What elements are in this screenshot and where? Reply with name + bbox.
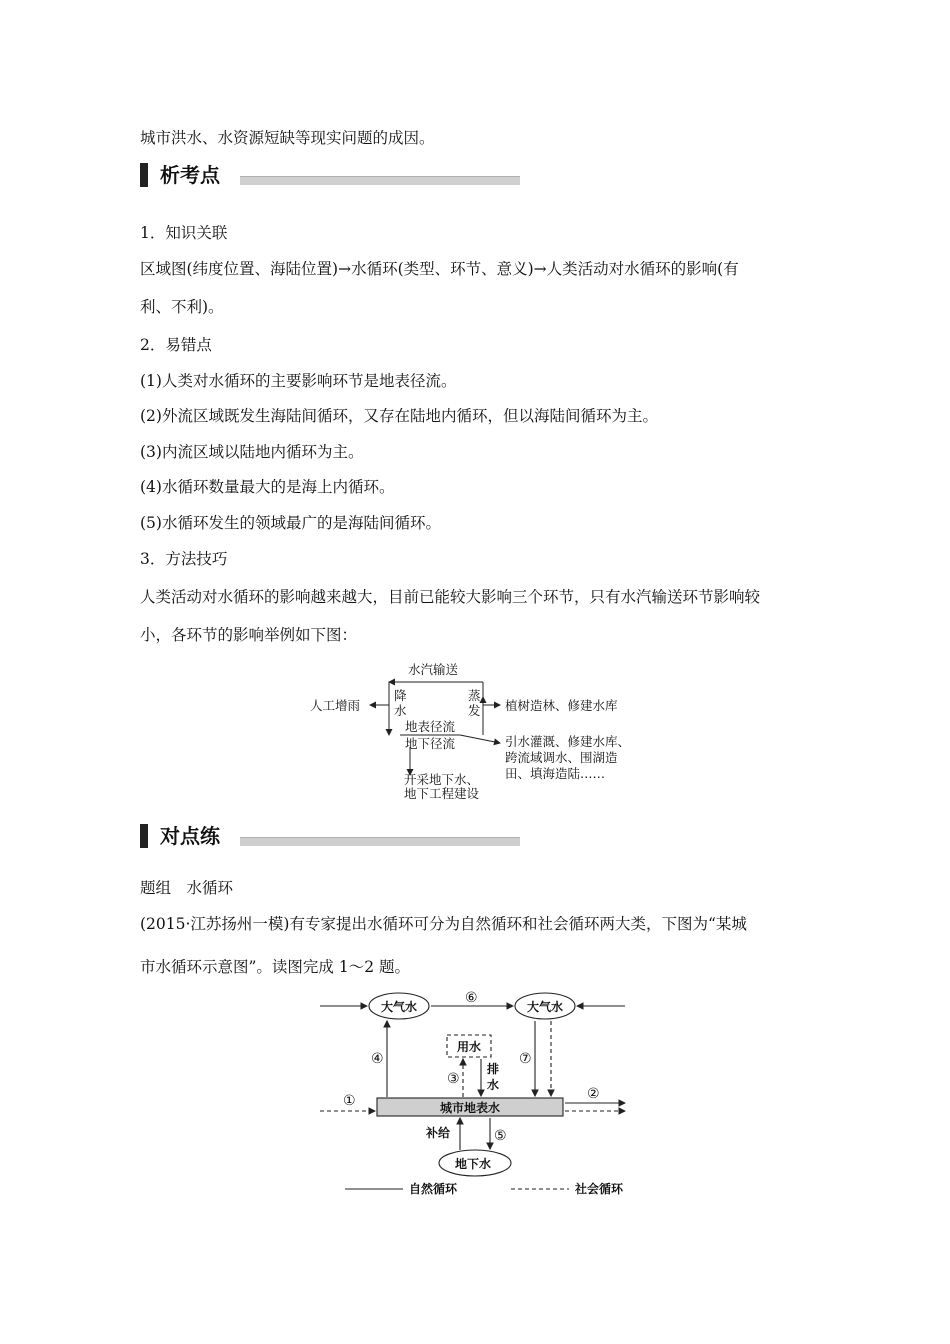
label-6: ⑥ (465, 990, 478, 1006)
surface-effect-line-1: 引水灌溉、修建水库、 (505, 734, 631, 749)
atm-water-right: 大气水 (527, 1000, 564, 1014)
section-header-practice (140, 823, 540, 849)
underground-effect-line-2: 地下工程建设 (404, 786, 480, 801)
knowledge-link-text: 区域图(纬度位置、海陆位置)→水循环(类型、环节、意义)→人类活动对水循环的影响(有 (140, 260, 739, 278)
surface-effect-line-3: 田、填海造陆…… (505, 766, 606, 781)
surface-effect-line-2: 跨流域调水、围湖造 (505, 750, 618, 765)
heading-knowledge-link: 1．知识关联 (140, 224, 228, 242)
methods-text: 人类活动对水循环的影响越来越大，目前已能较大影响三个环节，只有水汽输送环节影响较 (140, 588, 761, 606)
question-stem-cont: 市水循环示意图”。读图完成 1～2 题。 (140, 958, 411, 976)
forest-reservoir-label: 植树造林、修建水库 (505, 698, 618, 713)
legend-natural-label: 自然循环 (409, 1182, 458, 1196)
city-water-cycle-diagram (315, 985, 635, 1200)
groundwater-label: 地下水 (455, 1157, 492, 1171)
error-point-1: (1)人类对水循环的主要影响环节是地表径流。 (140, 372, 457, 390)
drain-label-2: 水 (487, 1078, 500, 1092)
label-7: ⑦ (519, 1051, 532, 1067)
error-point-4: (4)水循环数量最大的是海上内循环。 (140, 478, 395, 496)
label-3: ③ (447, 1071, 460, 1087)
city-surface-label: 城市地表水 (440, 1101, 501, 1115)
question-group-title: 题组 水循环 (140, 879, 234, 897)
drain-label-1: 排 (487, 1062, 500, 1076)
label-1: ① (343, 1093, 356, 1109)
water-use-label: 用水 (457, 1040, 482, 1054)
section-rule (240, 176, 520, 185)
section-header-analysis (140, 162, 540, 188)
heading-methods: 3．方法技巧 (140, 550, 228, 568)
error-point-3: (3)内流区域以陆地内循环为主。 (140, 443, 364, 461)
intro-text: 城市洪水、水资源短缺等现实问题的成因。 (140, 129, 435, 147)
error-point-5: (5)水循环发生的领域最广的是海陆间循环。 (140, 514, 441, 532)
question-stem: (2015·江苏扬州一模)有专家提出水循环可分为自然循环和社会循环两大类，下图为“某城 (140, 915, 747, 933)
label-2: ② (587, 1086, 600, 1102)
evap-label-1: 蒸 (468, 688, 481, 703)
label-4: ④ (371, 1051, 384, 1067)
atm-water-left: 大气水 (381, 1000, 418, 1014)
legend-social-label: 社会循环 (575, 1182, 624, 1196)
vapor-transport-label: 水汽输送 (408, 662, 459, 677)
knowledge-link-text-cont: 利、不利)。 (140, 298, 224, 316)
artificial-rain-label: 人工增雨 (310, 698, 361, 713)
evap-label-2: 发 (468, 703, 481, 718)
heading-error-points: 2．易错点 (140, 336, 212, 354)
section-title: 析考点 (160, 163, 220, 187)
surface-runoff-label: 地表径流 (405, 719, 456, 734)
section-bar-icon (140, 163, 148, 187)
underground-runoff-label: 地下径流 (405, 736, 456, 751)
recharge-label: 补给 (426, 1126, 451, 1140)
precip-label-2: 水 (394, 703, 407, 718)
methods-text-cont: 小，各环节的影响举例如下图： (140, 626, 358, 644)
section-rule (240, 837, 520, 846)
section-title: 对点练 (160, 824, 220, 848)
underground-effect-line-1: 开采地下水、 (404, 772, 480, 787)
error-point-2: (2)外流区域既发生海陆间循环，又存在陆地内循环，但以海陆间循环为主。 (140, 407, 658, 425)
human-impact-diagram (300, 655, 660, 805)
section-bar-icon (140, 824, 148, 848)
precip-label-1: 降 (394, 688, 407, 703)
label-5: ⑤ (494, 1128, 507, 1144)
